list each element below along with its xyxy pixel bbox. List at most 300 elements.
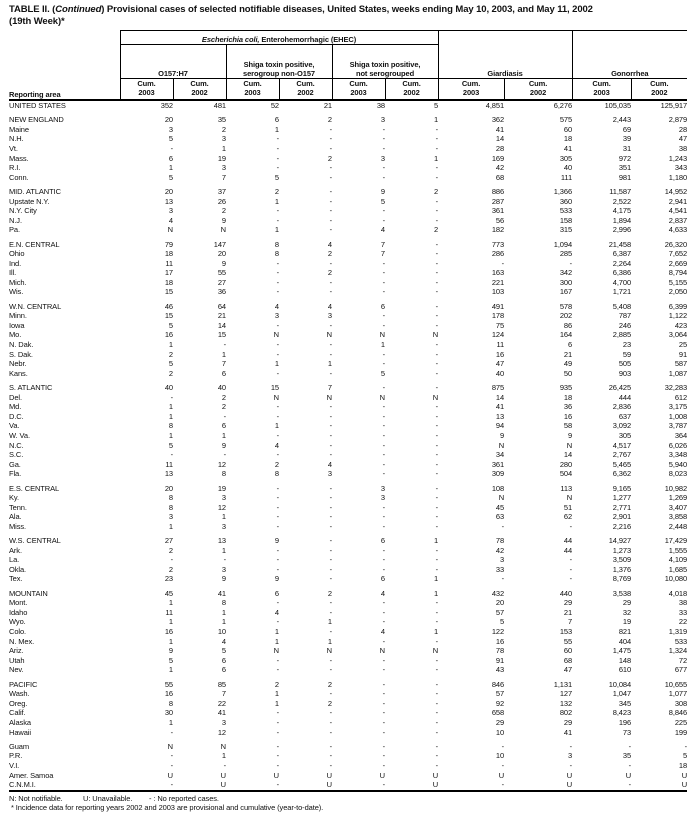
o157-group-header: O157:H7: [120, 45, 226, 79]
value-cell: -: [382, 545, 385, 555]
value-cell: 5: [168, 172, 173, 182]
table-row: [9, 780, 687, 791]
value-cell: -: [329, 124, 332, 134]
table-row: [9, 589, 687, 599]
value-cell: 342: [559, 268, 573, 278]
reporting-area-cell: Wyo.: [9, 617, 26, 627]
value-cell: 26,320: [664, 239, 687, 249]
reporting-area-cell: E.N. CENTRAL: [9, 239, 60, 249]
value-cell: -: [329, 545, 332, 555]
table-header: [9, 31, 687, 101]
value-cell: -: [435, 555, 439, 565]
legend-unavailable: U: Unavailable.: [83, 793, 133, 803]
value-cell: 1,555: [668, 545, 687, 555]
value-cell: 42: [495, 163, 505, 173]
value-cell: 55: [563, 636, 573, 646]
table-row: [9, 268, 687, 278]
value-cell: 11: [496, 340, 505, 350]
value-cell: -: [329, 536, 332, 546]
value-cell: -: [435, 679, 439, 689]
value-cell: U: [326, 770, 332, 780]
value-cell: 18: [563, 134, 573, 144]
table-row: [9, 503, 687, 513]
table-row: [9, 206, 687, 216]
value-cell: -: [435, 349, 439, 359]
value-cell: 6: [380, 574, 385, 584]
value-cell: U: [566, 780, 573, 790]
table-row: [9, 617, 687, 627]
value-cell: -: [569, 555, 573, 565]
value-cell: 3: [221, 493, 226, 503]
value-cell: -: [276, 564, 279, 574]
value-cell: 364: [674, 430, 687, 440]
value-cell: -: [329, 665, 332, 675]
value-cell: 1,094: [553, 239, 573, 249]
reporting-area-cell: Iowa: [9, 320, 25, 330]
table-row: [9, 699, 687, 709]
value-cell: 16: [563, 411, 573, 421]
reporting-area-cell: Mass.: [9, 153, 29, 163]
value-cell: -: [382, 708, 385, 718]
value-cell: -: [276, 349, 279, 359]
value-cell: 28: [495, 143, 505, 153]
value-cell: U: [220, 770, 226, 780]
value-cell: -: [276, 780, 279, 790]
value-cell: 86: [563, 320, 573, 330]
value-cell: -: [435, 655, 439, 665]
value-cell: 56: [495, 215, 505, 225]
value-cell: 308: [674, 698, 687, 708]
table-row: [9, 761, 687, 771]
value-cell: 305: [559, 153, 573, 163]
value-cell: -: [435, 545, 439, 555]
value-cell: -: [435, 502, 439, 512]
value-cell: -: [435, 751, 439, 761]
value-cell: 11: [165, 459, 173, 469]
value-cell: 8,023: [668, 469, 687, 479]
value-cell: 132: [559, 698, 573, 708]
value-cell: -: [223, 450, 226, 460]
value-cell: 246: [618, 320, 632, 330]
table-row: [9, 546, 687, 556]
value-cell: N: [326, 330, 332, 340]
value-cell: 6,386: [612, 268, 632, 278]
value-cell: -: [329, 512, 332, 522]
value-cell: -: [329, 430, 332, 440]
table-row: [9, 421, 687, 431]
value-cell: -: [329, 349, 332, 359]
value-cell: 19: [622, 617, 632, 627]
value-cell: 16: [495, 349, 505, 359]
value-cell: 46: [164, 301, 173, 311]
reporting-area-cell: Ky.: [9, 493, 19, 503]
value-cell: 8,846: [668, 708, 687, 718]
legend-not-notifiable: N: Not notifiable.: [9, 793, 63, 803]
value-cell: -: [501, 258, 505, 268]
value-cell: -: [223, 555, 226, 565]
value-cell: 22: [217, 698, 226, 708]
col-header-cum-2003: Cum. 2003: [332, 79, 385, 101]
value-cell: -: [435, 239, 439, 249]
value-cell: 34: [495, 450, 505, 460]
value-cell: 44: [563, 536, 573, 546]
reporting-area-cell: Utah: [9, 655, 25, 665]
table-row: [9, 249, 687, 259]
value-cell: 1: [274, 196, 279, 206]
value-cell: -: [276, 545, 279, 555]
value-cell: -: [435, 430, 439, 440]
value-cell: N: [379, 646, 385, 656]
value-cell: 444: [618, 392, 632, 402]
value-cell: 32: [622, 607, 632, 617]
value-cell: -: [329, 751, 332, 761]
reporting-area-cell: Ariz.: [9, 646, 24, 656]
reporting-area-cell: Idaho: [9, 607, 28, 617]
value-cell: 64: [217, 301, 226, 311]
value-cell: 2,941: [668, 196, 687, 206]
value-cell: 1,277: [612, 493, 632, 503]
value-cell: 18: [164, 249, 173, 259]
value-cell: 29: [495, 717, 505, 727]
value-cell: 10,655: [664, 679, 687, 689]
value-cell: -: [382, 469, 385, 479]
value-cell: 1,269: [668, 493, 687, 503]
value-cell: -: [382, 598, 385, 608]
value-cell: 108: [491, 483, 505, 493]
table-row: [9, 359, 687, 369]
value-cell: -: [382, 665, 385, 675]
value-cell: 9: [380, 186, 385, 196]
value-cell: -: [382, 402, 385, 412]
value-cell: -: [628, 741, 632, 751]
value-cell: 182: [491, 225, 505, 235]
value-cell: 1: [168, 636, 173, 646]
value-cell: -: [569, 258, 573, 268]
value-cell: 280: [559, 459, 573, 469]
value-cell: -: [223, 760, 226, 770]
value-cell: 28: [678, 124, 687, 134]
value-cell: 1: [168, 617, 173, 627]
value-cell: -: [329, 555, 332, 565]
value-cell: -: [329, 258, 332, 268]
value-cell: 125,917: [660, 101, 687, 110]
table-row: [9, 187, 687, 197]
value-cell: 19: [217, 153, 226, 163]
value-cell: 10,080: [664, 574, 687, 584]
value-cell: -: [501, 521, 505, 531]
value-cell: N: [379, 330, 385, 340]
value-cell: -: [382, 780, 385, 790]
reporting-area-cell: Alaska: [9, 717, 31, 727]
value-cell: U: [681, 770, 687, 780]
value-cell: -: [276, 258, 279, 268]
value-cell: 6: [274, 115, 279, 125]
value-cell: 92: [495, 698, 505, 708]
value-cell: 36: [563, 402, 573, 412]
value-cell: -: [276, 215, 279, 225]
value-cell: -: [382, 636, 385, 646]
value-cell: 287: [491, 196, 505, 206]
value-cell: -: [276, 598, 279, 608]
value-cell: 23: [622, 340, 632, 350]
value-cell: 1: [433, 536, 439, 546]
table-row: [9, 742, 687, 752]
value-cell: 7: [380, 249, 385, 259]
value-cell: -: [501, 741, 505, 751]
value-cell: -: [382, 760, 385, 770]
value-cell: 3: [221, 521, 226, 531]
table-row: [9, 512, 687, 522]
value-cell: 11: [165, 607, 173, 617]
reporting-area-cell: UNITED STATES: [9, 101, 66, 110]
table-row: [9, 144, 687, 154]
value-cell: 285: [559, 249, 573, 259]
value-cell: 122: [491, 627, 505, 637]
value-cell: 14: [563, 450, 573, 460]
value-cell: -: [276, 340, 279, 350]
value-cell: -: [435, 311, 439, 321]
value-cell: -: [329, 215, 332, 225]
value-cell: 286: [491, 249, 505, 259]
value-cell: 4,018: [668, 588, 687, 598]
value-cell: 32,283: [664, 383, 687, 392]
reporting-area-cell: Wis.: [9, 287, 24, 297]
value-cell: 4,109: [668, 555, 687, 565]
reporting-area-cell: Okla.: [9, 564, 27, 574]
reporting-area-cell: Mich.: [9, 277, 27, 287]
value-cell: N: [498, 440, 505, 450]
value-cell: -: [382, 124, 385, 134]
value-cell: 1: [221, 143, 226, 153]
value-cell: 3: [380, 493, 385, 503]
value-cell: 21: [563, 607, 573, 617]
value-cell: -: [501, 780, 505, 790]
table-row: [9, 259, 687, 269]
value-cell: 57: [495, 607, 505, 617]
reporting-area-cell: Ark.: [9, 545, 22, 555]
table-row: [9, 718, 687, 728]
value-cell: U: [220, 780, 226, 790]
table-row: [9, 302, 687, 312]
reporting-area-cell: Hawaii: [9, 727, 31, 737]
value-cell: -: [435, 689, 439, 699]
table-row: [9, 728, 687, 738]
reporting-area-cell: Vt.: [9, 143, 18, 153]
value-cell: 4,851: [485, 101, 505, 110]
value-cell: 72: [678, 655, 687, 665]
value-cell: -: [329, 163, 332, 173]
value-cell: 5: [380, 368, 385, 378]
value-cell: 1,894: [612, 215, 632, 225]
value-cell: -: [329, 627, 332, 637]
reporting-area-cell: Mo.: [9, 330, 22, 340]
value-cell: 29: [622, 598, 632, 608]
value-cell: 57: [495, 689, 505, 699]
value-cell: 91: [678, 349, 687, 359]
value-cell: -: [382, 430, 385, 440]
value-cell: 3,787: [668, 421, 687, 431]
col-header-cum-2003: Cum. 2003: [226, 79, 279, 101]
value-cell: -: [569, 521, 573, 531]
value-cell: -: [382, 215, 385, 225]
value-cell: -: [329, 483, 332, 493]
value-cell: 68: [563, 655, 573, 665]
value-cell: -: [435, 598, 439, 608]
value-cell: 18: [164, 277, 173, 287]
value-cell: -: [170, 392, 173, 402]
value-cell: 2,050: [668, 287, 687, 297]
value-cell: 7: [221, 172, 226, 182]
table-row: [9, 173, 687, 183]
value-cell: 440: [559, 588, 573, 598]
value-cell: -: [170, 143, 173, 153]
value-cell: 27: [217, 277, 226, 287]
value-cell: 6: [221, 665, 226, 675]
reporting-area-cell: Upstate N.Y.: [9, 196, 50, 206]
value-cell: 1: [221, 512, 226, 522]
table-row: [9, 278, 687, 288]
reporting-area-cell: Md.: [9, 402, 22, 412]
value-cell: 658: [491, 708, 505, 718]
value-cell: 2: [327, 115, 332, 125]
value-cell: -: [435, 249, 439, 259]
value-cell: 1: [327, 359, 332, 369]
value-cell: 10,982: [664, 483, 687, 493]
value-cell: -: [170, 555, 173, 565]
value-cell: -: [329, 143, 332, 153]
value-cell: 15: [270, 383, 279, 392]
value-cell: 2: [221, 206, 226, 216]
value-cell: 20: [164, 186, 173, 196]
value-cell: -: [435, 215, 439, 225]
value-cell: 2: [327, 268, 332, 278]
value-cell: 5: [380, 196, 385, 206]
value-cell: N: [220, 741, 226, 751]
table-row: [9, 751, 687, 761]
value-cell: -: [382, 421, 385, 431]
value-cell: -: [435, 172, 439, 182]
value-cell: -: [276, 153, 279, 163]
value-cell: N: [273, 330, 279, 340]
col-header-cum-2003: Cum. 2003: [120, 79, 173, 101]
value-cell: 504: [559, 469, 573, 479]
value-cell: -: [435, 741, 439, 751]
table-title-line2: (19th Week)*: [9, 15, 65, 27]
value-cell: -: [276, 727, 279, 737]
value-cell: 1: [274, 627, 279, 637]
value-cell: -: [382, 258, 385, 268]
reporting-area-cell: Guam: [9, 741, 30, 751]
value-cell: 20: [495, 598, 505, 608]
value-cell: 1: [433, 153, 439, 163]
value-cell: 2: [168, 545, 173, 555]
value-cell: -: [435, 402, 439, 412]
value-cell: -: [329, 368, 332, 378]
value-cell: -: [223, 340, 226, 350]
value-cell: 31: [622, 143, 632, 153]
value-cell: 3: [168, 124, 173, 134]
table-row: [9, 115, 687, 125]
value-cell: 5: [168, 320, 173, 330]
table-row: [9, 383, 687, 393]
value-cell: 33: [678, 607, 687, 617]
value-cell: 4: [380, 627, 385, 637]
value-cell: 20: [164, 483, 173, 493]
reporting-area-cell: Pa.: [9, 225, 20, 235]
table-row: [9, 460, 687, 470]
value-cell: 3: [327, 469, 332, 479]
reporting-area-cell: La.: [9, 555, 20, 565]
value-cell: -: [435, 717, 439, 727]
value-cell: 1,243: [668, 153, 687, 163]
value-cell: 612: [674, 392, 687, 402]
value-cell: -: [276, 163, 279, 173]
value-cell: 169: [491, 153, 505, 163]
value-cell: -: [382, 617, 385, 627]
value-cell: -: [569, 760, 573, 770]
value-cell: 305: [618, 430, 632, 440]
value-cell: 7: [221, 359, 226, 369]
col-header-cum-2003: Cum. 2003: [572, 79, 631, 101]
value-cell: 153: [559, 627, 573, 637]
value-cell: 1,047: [612, 689, 632, 699]
value-cell: 15: [217, 330, 226, 340]
value-cell: 12: [217, 727, 226, 737]
reporting-area-cell: Ga.: [9, 459, 21, 469]
value-cell: 16: [164, 330, 173, 340]
value-cell: 1,008: [668, 411, 687, 421]
value-cell: 1: [221, 545, 226, 555]
value-cell: -: [382, 555, 385, 565]
value-cell: -: [382, 717, 385, 727]
col-header-cum-2002: Cum. 2002: [173, 79, 226, 101]
reporting-area-cell: S. ATLANTIC: [9, 383, 53, 392]
value-cell: 1: [168, 402, 173, 412]
value-cell: 1: [168, 340, 173, 350]
value-cell: -: [382, 134, 385, 144]
reporting-area-cell: Tex.: [9, 574, 23, 584]
value-cell: 2: [327, 153, 332, 163]
col-header-cum-2002: Cum. 2002: [385, 79, 438, 101]
reporting-area-cell: N. Mex.: [9, 636, 35, 646]
value-cell: 4: [327, 239, 332, 249]
value-cell: 575: [559, 115, 573, 125]
table-row: [9, 608, 687, 618]
value-cell: 3: [168, 512, 173, 522]
value-cell: -: [435, 163, 439, 173]
value-cell: 23: [164, 574, 173, 584]
value-cell: -: [569, 574, 573, 584]
value-cell: 41: [563, 143, 573, 153]
reporting-area-cell: Tenn.: [9, 502, 27, 512]
value-cell: 35: [217, 115, 226, 125]
value-cell: 3: [274, 311, 279, 321]
value-cell: 2: [168, 349, 173, 359]
value-cell: 26: [217, 196, 226, 206]
value-cell: 16: [164, 689, 173, 699]
value-cell: 8: [221, 469, 226, 479]
value-cell: 5: [682, 751, 687, 761]
value-cell: 25: [678, 340, 687, 350]
value-cell: 3,509: [612, 555, 632, 565]
reporting-area-cell: N.Y. City: [9, 206, 37, 216]
giardiasis-group-header: Giardiasis: [438, 31, 572, 79]
table-row: [9, 225, 687, 235]
ehec-group-header: Escherichia coli, Enterohemorrhagic (EHEC): [120, 31, 438, 45]
value-cell: -: [435, 206, 439, 216]
value-cell: 2,216: [612, 521, 632, 531]
value-cell: -: [329, 574, 332, 584]
